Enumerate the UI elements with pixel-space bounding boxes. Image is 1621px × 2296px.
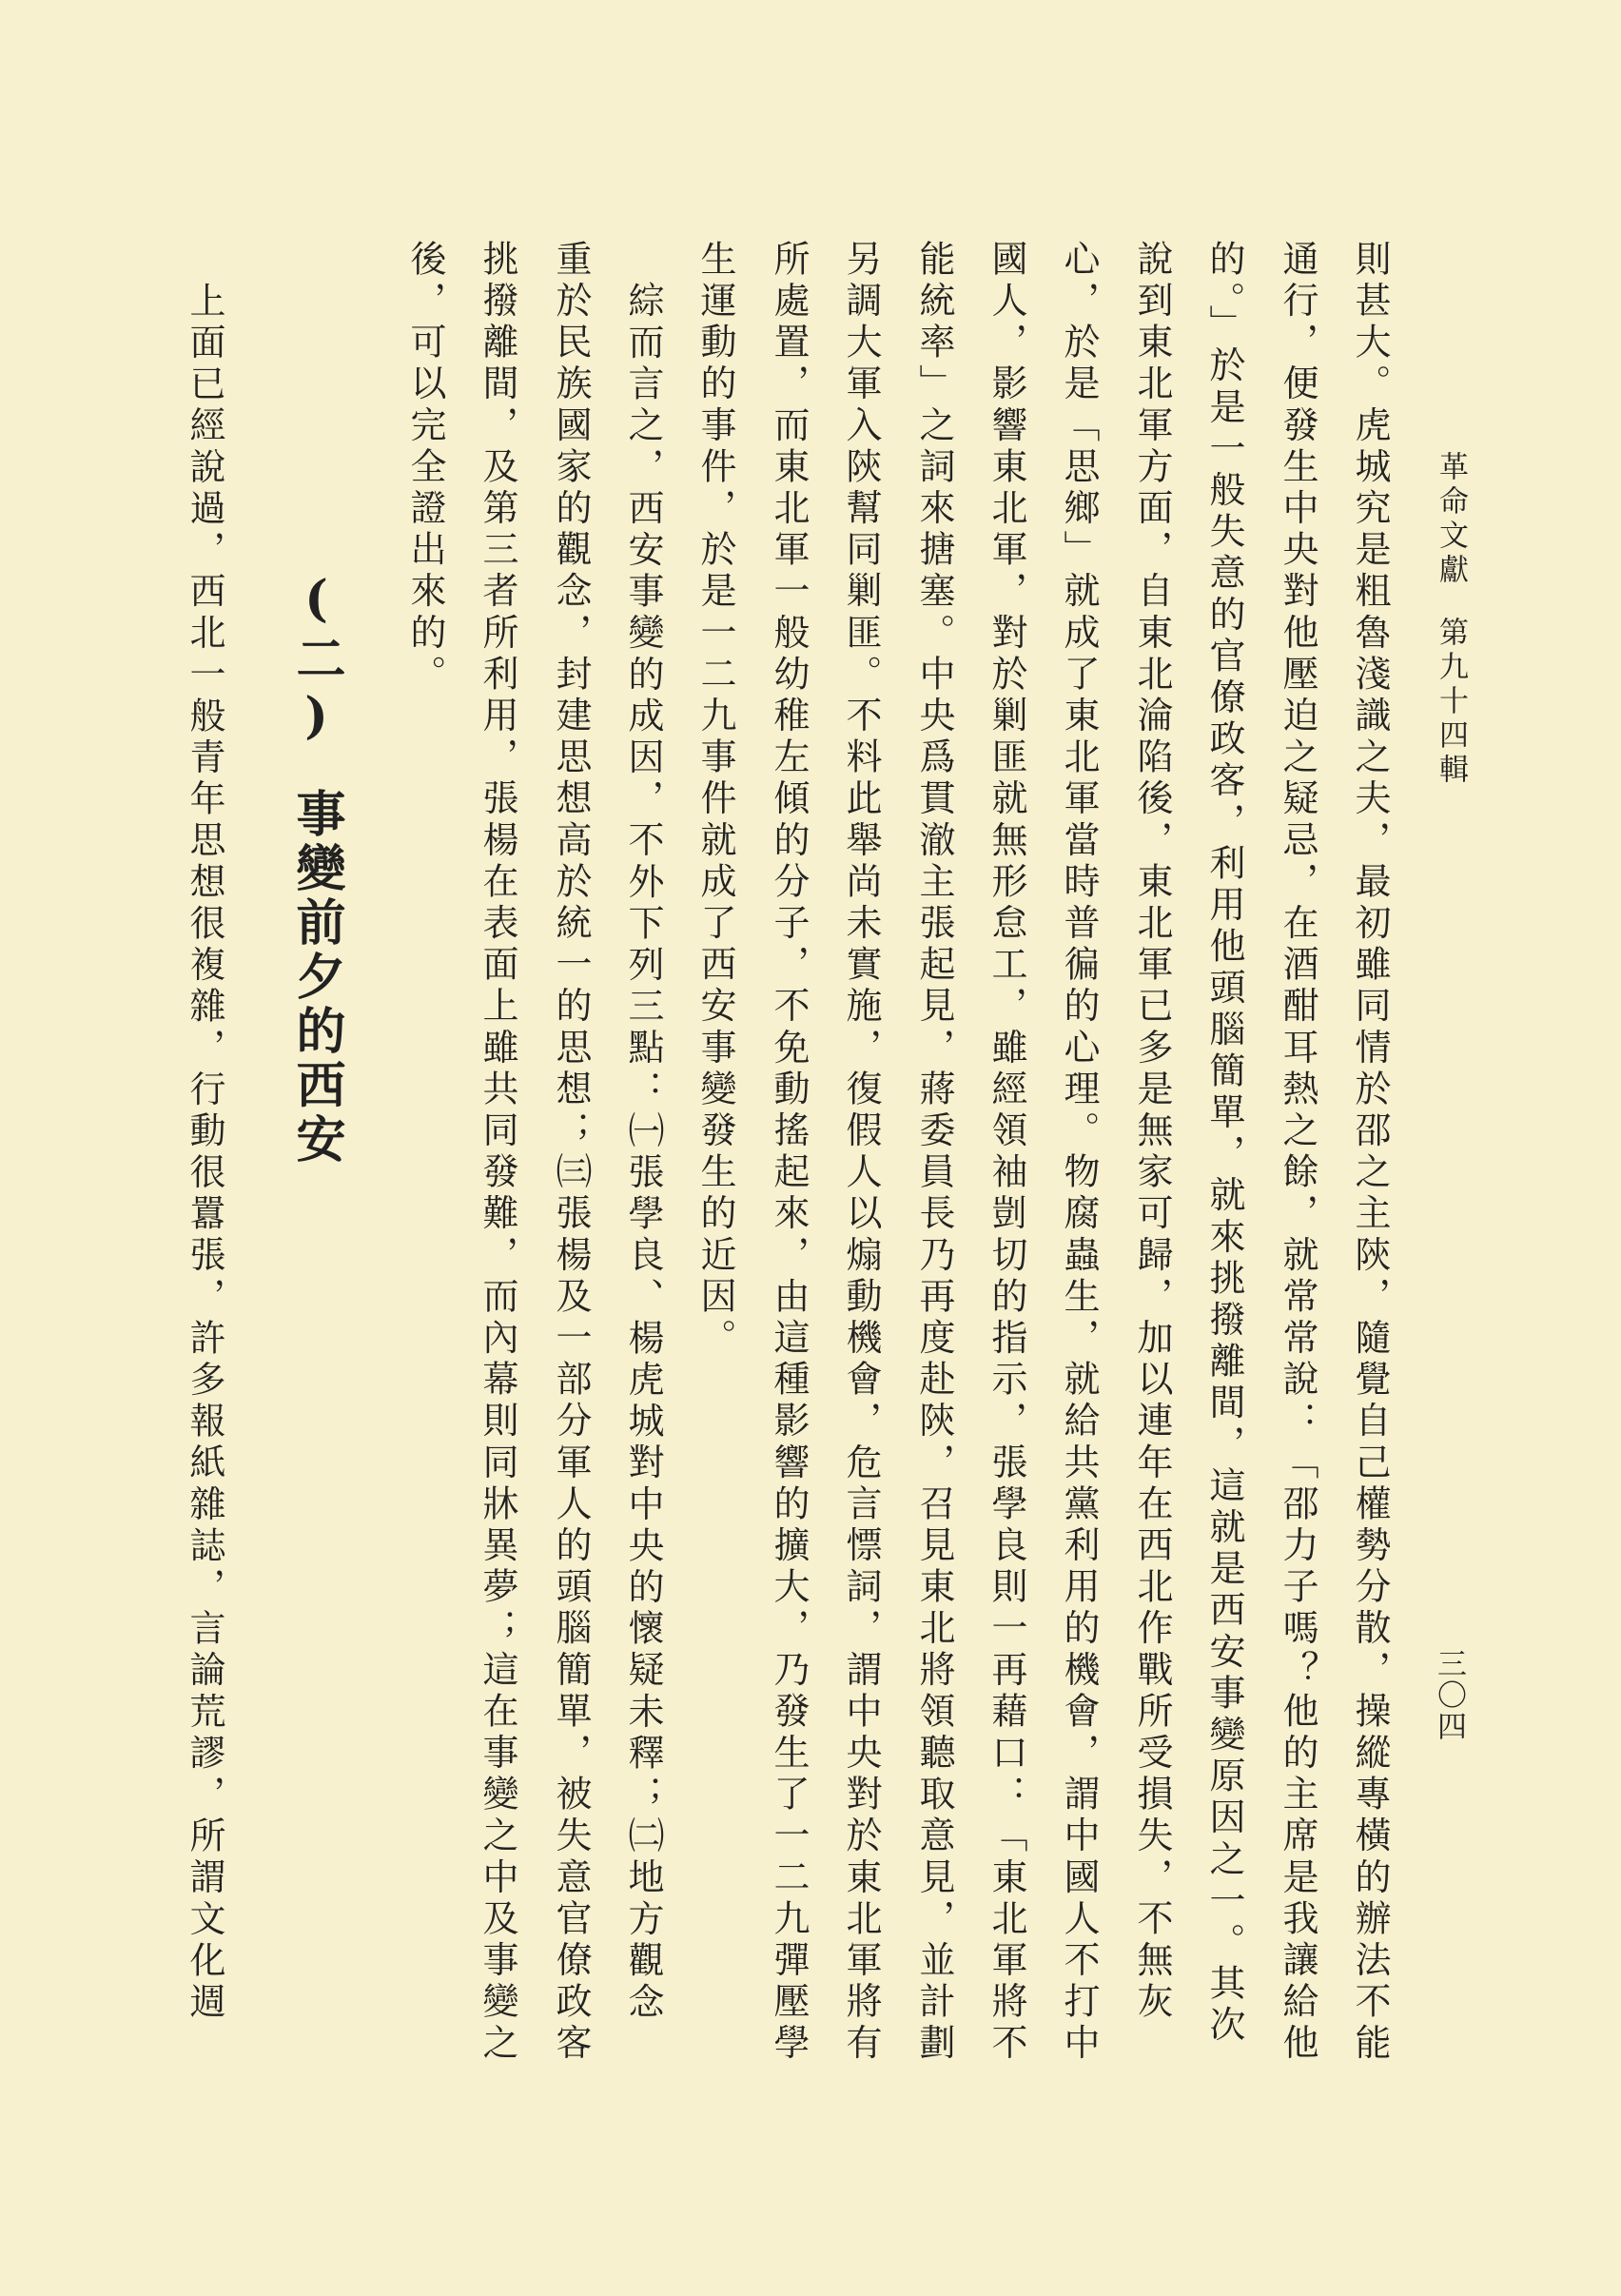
- text-column-after-heading: 上面已經說過，西北一般青年思想很複雜，行動很囂張，許多報紙雜誌，言論荒謬，所謂文化週: [184, 282, 225, 2025]
- text-column-1: 則甚大。虎城究是粗魯淺識之夫，最初雖同情於邵之主陝，隨覺自己權勢分散，操縱專橫的辦法不能: [1349, 240, 1391, 2066]
- text-column-5: 心，於是「思鄉」就成了東北軍當時普徧的心理。物腐蟲生，就給共黨利用的機會，謂中國人不打中: [1058, 240, 1100, 2066]
- text-column-9: 所處置，而東北軍一般幼稚左傾的分子，不免動搖起來，由這種影響的擴大，乃發生了一二九彈壓學: [768, 240, 810, 2066]
- volume-number: 第九十四輯: [1434, 617, 1468, 788]
- book-title: 革命文獻: [1434, 451, 1468, 588]
- text-column-2: 通行，便發生中央對他壓迫之疑忌，在酒酣耳熱之餘，就常常說：「邵力子嗎？他的主席是我讓給他: [1277, 240, 1318, 2066]
- section-number: (二): [287, 570, 345, 750]
- text-column-14: 後，可以完全證出來的。: [404, 240, 446, 697]
- text-column-12: 重於民族國家的觀念，封建思想高於統一的思想；㈢張楊及一部分軍人的頭腦簡單，被失意官僚政客: [550, 240, 592, 2066]
- text-column-6: 國人，影響東北軍，對於剿匪就無形怠工，雖經領袖剴切的指示，張學良則一再藉口：「東北軍將不: [986, 240, 1027, 2066]
- section-title: 事變前夕的西安: [287, 788, 345, 1168]
- text-column-13: 挑撥離間，及第三者所利用，張楊在表面上雖共同發難，而內幕則同牀異夢；這在事變之中及事變之: [477, 240, 518, 2066]
- text-column-8: 另調大軍入陝幫同剿匪。不料此舉尚未實施，復假人以煽動機會，危言慓詞，謂中央對於東北軍將有: [840, 240, 882, 2066]
- running-header: [1434, 451, 1468, 788]
- page-number: 三〇四: [1432, 1648, 1466, 1742]
- section-heading: [287, 570, 344, 1168]
- text-column-7: 能統率」之詞來搪塞。中央爲貫澈主張起見，蔣委員長乃再度赴陝，召見東北將領聽取意見，並計劃: [913, 240, 955, 2066]
- text-column-10: 生運動的事件，於是一二九事件就成了西安事變發生的近因。: [694, 240, 736, 1361]
- text-column-11-paragraph-start: 綜而言之，西安事變的成因，不外下列三點：㈠張學良、楊虎城對中央的懷疑未釋；㈡地方觀念: [622, 282, 664, 2025]
- text-column-4: 說到東北軍方面，自東北淪陷後，東北軍已多是無家可歸，加以連年在西北作戰所受損失，不無灰: [1131, 240, 1173, 2024]
- text-column-3: 的。」於是一般失意的官僚政客，利用他頭腦簡單，就來挑撥離間，這就是西安事變原因之一。其次: [1203, 240, 1245, 2048]
